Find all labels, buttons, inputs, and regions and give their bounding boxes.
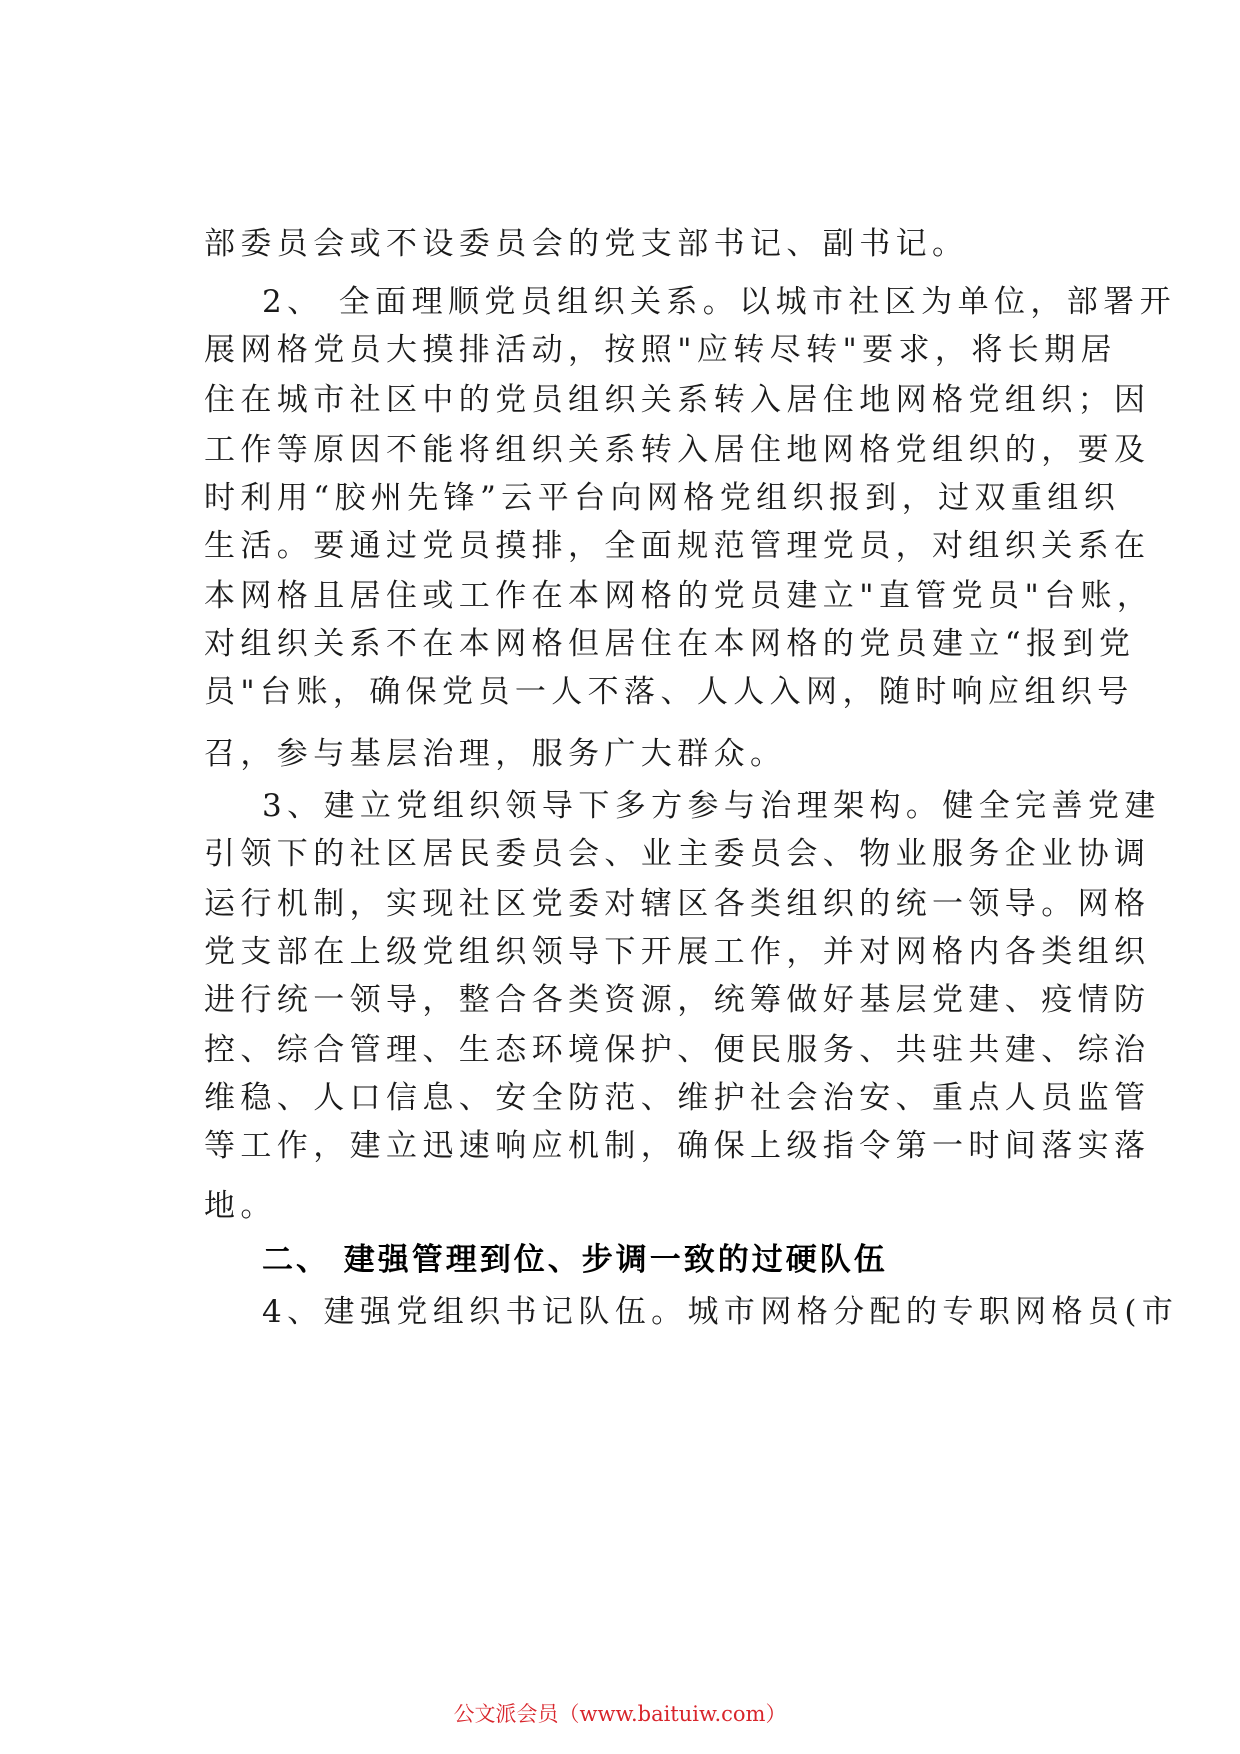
paragraph-line: 展网格党员大摸排活动，按照"应转尽转"要求，将长期居 — [204, 332, 1117, 368]
paragraph-line: 党支部在上级党组织领导下开展工作，并对网格内各类组织 — [204, 934, 1151, 970]
paragraph-line: 引领下的社区居民委员会、业主委员会、物业服务企业协调 — [204, 836, 1151, 872]
paragraph-line: 本网格且居住或工作在本网格的党员建立"直管党员"台账， — [204, 578, 1154, 614]
paragraph-line: 进行统一领导，整合各类资源，统筹做好基层党建、疫情防 — [204, 982, 1151, 1018]
paragraph-line: 对组织关系不在本网格但居住在本网格的党员建立“报到党 — [204, 626, 1136, 662]
paragraph-line: 运行机制，实现社区党委对辖区各类组织的统一领导。网格 — [204, 886, 1151, 922]
paragraph-line: 3、建立党组织领导下多方参与治理架构。健全完善党建 — [262, 788, 1161, 824]
paragraph-line: 2、 全面理顺党员组织关系。以城市社区为单位，部署开 — [262, 284, 1176, 320]
paragraph-line: 员"台账，确保党员一人不落、人人入网，随时响应组织号 — [204, 674, 1134, 710]
paragraph-line: 部委员会或不设委员会的党支部书记、副书记。 — [204, 226, 969, 262]
paragraph-line: 4、建强党组织书记队伍。城市网格分配的专职网格员(市 — [262, 1294, 1179, 1330]
paragraph-line: 等工作，建立迅速响应机制，确保上级指令第一时间落实落 — [204, 1128, 1151, 1164]
paragraph-line: 住在城市社区中的党员组织关系转入居住地网格党组织；因 — [204, 382, 1151, 418]
paragraph-line: 工作等原因不能将组织关系转入居住地网格党组织的，要及 — [204, 432, 1151, 468]
paragraph-line: 地。 — [204, 1188, 277, 1224]
footer-watermark: 公文派会员（www.baituiw.com） — [453, 1702, 787, 1726]
section-heading: 二、 建强管理到位、步调一致的过硬队伍 — [262, 1242, 888, 1278]
paragraph-line: 生活。要通过党员摸排，全面规范管理党员，对组织关系在 — [204, 528, 1151, 564]
paragraph-line: 召，参与基层治理，服务广大群众。 — [204, 736, 787, 772]
paragraph-line: 控、综合管理、生态环境保护、便民服务、共驻共建、综治 — [204, 1032, 1151, 1068]
paragraph-line: 维稳、人口信息、安全防范、维护社会治安、重点人员监管 — [204, 1080, 1151, 1116]
paragraph-line: 时利用“胶州先锋”云平台向网格党组织报到，过双重组织 — [204, 480, 1121, 516]
